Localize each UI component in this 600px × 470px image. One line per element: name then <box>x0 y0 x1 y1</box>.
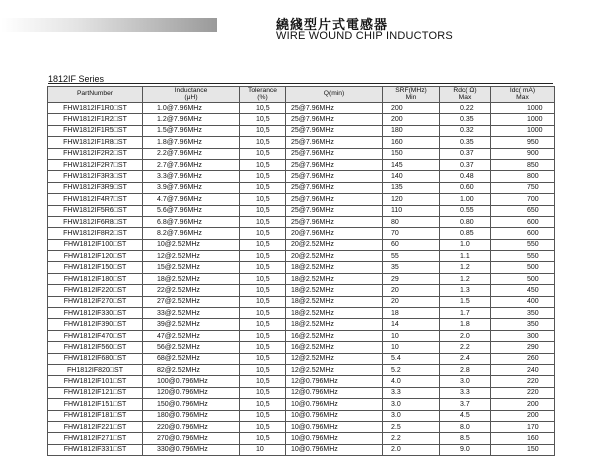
table-row <box>48 296 555 307</box>
cell-tolerance: 10,5 <box>240 125 286 136</box>
cell-inductance: 10@2.52MHz <box>143 239 240 250</box>
column-header-tolerance <box>240 87 286 103</box>
column-header-line1: PartNumber <box>76 90 114 98</box>
table-row <box>48 353 555 364</box>
cell-idc: 700 <box>491 194 555 205</box>
table-row <box>48 342 555 353</box>
cell-tolerance: 10,5 <box>240 399 286 410</box>
table-row <box>48 433 555 444</box>
cell-inductance: 4.7@7.96MHz <box>143 194 240 205</box>
cell-srf: 80 <box>383 216 440 227</box>
table-row <box>48 205 555 216</box>
cell-part-number: FHW1812IF3R3□ST <box>48 171 143 182</box>
cell-tolerance: 10,5 <box>240 262 286 273</box>
table-row <box>48 387 555 398</box>
cell-part-number: FHW1812IF180□ST <box>48 273 143 284</box>
cell-tolerance: 10,5 <box>240 308 286 319</box>
cell-srf: 160 <box>383 137 440 148</box>
cell-q-min: 10@0.796MHz <box>286 433 383 444</box>
column-header-q-min <box>286 87 383 103</box>
cell-part-number: FHW1812IF271□ST <box>48 433 143 444</box>
cell-idc: 240 <box>491 364 555 375</box>
cell-inductance: 100@0.796MHz <box>143 376 240 387</box>
table-row <box>48 148 555 159</box>
cell-q-min: 18@2.52MHz <box>286 285 383 296</box>
cell-part-number: FHW1812IF470□ST <box>48 330 143 341</box>
cell-q-min: 25@7.96MHz <box>286 182 383 193</box>
cell-rdc: 2.0 <box>440 330 491 341</box>
table-row <box>48 262 555 273</box>
cell-part-number: FHW1812IF5R6□ST <box>48 205 143 216</box>
cell-tolerance: 10,5 <box>240 194 286 205</box>
cell-srf: 150 <box>383 148 440 159</box>
column-header-srf <box>383 87 440 103</box>
column-header-line2: Max <box>458 93 472 101</box>
cell-rdc: 1.3 <box>440 285 491 296</box>
column-header-line1: Rdc( Ω) <box>453 86 477 94</box>
spec-table <box>47 86 555 456</box>
cell-part-number: FHW1812IF151□ST <box>48 399 143 410</box>
cell-srf: 20 <box>383 296 440 307</box>
cell-tolerance: 10,5 <box>240 364 286 375</box>
column-header-idc <box>491 87 555 103</box>
column-header-part-number <box>48 87 143 103</box>
cell-part-number: FHW1812IF220□ST <box>48 285 143 296</box>
cell-rdc: 0.32 <box>440 125 491 136</box>
cell-idc: 1000 <box>491 103 555 114</box>
cell-rdc: 0.55 <box>440 205 491 216</box>
cell-srf: 2.2 <box>383 433 440 444</box>
column-header-line2: (μH) <box>184 93 198 101</box>
table-row <box>48 251 555 262</box>
column-header-inductance <box>143 87 240 103</box>
cell-idc: 550 <box>491 251 555 262</box>
cell-q-min: 25@7.96MHz <box>286 148 383 159</box>
column-header-line2: Min <box>405 93 417 101</box>
cell-srf: 2.0 <box>383 444 440 455</box>
series-divider <box>48 83 553 84</box>
table-row <box>48 103 555 114</box>
table-body <box>48 103 555 456</box>
cell-tolerance: 10,5 <box>240 285 286 296</box>
cell-part-number: FHW1812IF1R5□ST <box>48 125 143 136</box>
cell-tolerance: 10,5 <box>240 239 286 250</box>
cell-rdc: 1.8 <box>440 319 491 330</box>
cell-srf: 200 <box>383 103 440 114</box>
cell-rdc: 0.35 <box>440 137 491 148</box>
cell-rdc: 4.5 <box>440 410 491 421</box>
cell-srf: 70 <box>383 228 440 239</box>
cell-part-number: FHW1812IF121□ST <box>48 387 143 398</box>
cell-tolerance: 10,5 <box>240 216 286 227</box>
cell-part-number: FHW1812IF270□ST <box>48 296 143 307</box>
cell-tolerance: 10,5 <box>240 182 286 193</box>
cell-idc: 650 <box>491 205 555 216</box>
column-header-line1: SRF(MHz) <box>395 86 427 94</box>
title-chinese: 繞綫型片式電感器 <box>276 18 389 33</box>
cell-part-number: FHW1812IF1R8□ST <box>48 137 143 148</box>
table-header-row <box>48 87 555 103</box>
table-row <box>48 376 555 387</box>
cell-part-number: FHW1812IF390□ST <box>48 319 143 330</box>
cell-rdc: 8.0 <box>440 421 491 432</box>
cell-q-min: 10@0.796MHz <box>286 444 383 455</box>
cell-srf: 3.0 <box>383 399 440 410</box>
cell-inductance: 150@0.796MHz <box>143 399 240 410</box>
cell-srf: 110 <box>383 205 440 216</box>
cell-tolerance: 10,5 <box>240 387 286 398</box>
table-row <box>48 319 555 330</box>
cell-tolerance: 10 <box>240 444 286 455</box>
cell-inductance: 270@0.796MHz <box>143 433 240 444</box>
cell-q-min: 10@0.796MHz <box>286 399 383 410</box>
cell-rdc: 9.0 <box>440 444 491 455</box>
table-row <box>48 228 555 239</box>
cell-part-number: FHW1812IF560□ST <box>48 342 143 353</box>
cell-inductance: 27@2.52MHz <box>143 296 240 307</box>
table-row <box>48 399 555 410</box>
cell-srf: 145 <box>383 159 440 170</box>
cell-q-min: 16@2.52MHz <box>286 330 383 341</box>
column-header-line2: (%) <box>257 93 268 101</box>
cell-rdc: 2.2 <box>440 342 491 353</box>
table-row <box>48 364 555 375</box>
cell-tolerance: 10,5 <box>240 433 286 444</box>
cell-q-min: 12@0.796MHz <box>286 376 383 387</box>
cell-idc: 750 <box>491 182 555 193</box>
cell-rdc: 2.4 <box>440 353 491 364</box>
cell-rdc: 8.5 <box>440 433 491 444</box>
cell-rdc: 3.7 <box>440 399 491 410</box>
cell-idc: 200 <box>491 410 555 421</box>
cell-srf: 5.4 <box>383 353 440 364</box>
cell-inductance: 18@2.52MHz <box>143 273 240 284</box>
cell-idc: 600 <box>491 216 555 227</box>
cell-inductance: 180@0.796MHz <box>143 410 240 421</box>
cell-rdc: 0.60 <box>440 182 491 193</box>
cell-srf: 10 <box>383 342 440 353</box>
cell-part-number: FHW1812IF331□ST <box>48 444 143 455</box>
cell-srf: 29 <box>383 273 440 284</box>
cell-inductance: 39@2.52MHz <box>143 319 240 330</box>
cell-part-number: FH1812IF820□ST <box>48 364 143 375</box>
cell-srf: 3.3 <box>383 387 440 398</box>
cell-inductance: 2.2@7.96MHz <box>143 148 240 159</box>
cell-rdc: 1.2 <box>440 262 491 273</box>
cell-rdc: 0.37 <box>440 148 491 159</box>
cell-inductance: 33@2.52MHz <box>143 308 240 319</box>
table-row <box>48 330 555 341</box>
cell-q-min: 18@2.52MHz <box>286 262 383 273</box>
cell-rdc: 0.35 <box>440 114 491 125</box>
table-row <box>48 114 555 125</box>
cell-q-min: 20@2.52MHz <box>286 251 383 262</box>
cell-tolerance: 10,5 <box>240 228 286 239</box>
cell-idc: 800 <box>491 171 555 182</box>
cell-q-min: 25@7.96MHz <box>286 114 383 125</box>
table-row <box>48 194 555 205</box>
cell-tolerance: 10,5 <box>240 273 286 284</box>
cell-inductance: 1.8@7.96MHz <box>143 137 240 148</box>
cell-tolerance: 10,5 <box>240 159 286 170</box>
cell-rdc: 1.5 <box>440 296 491 307</box>
cell-inductance: 22@2.52MHz <box>143 285 240 296</box>
column-header-line1: Idc( mA) <box>509 86 536 94</box>
cell-rdc: 0.22 <box>440 103 491 114</box>
cell-q-min: 25@7.96MHz <box>286 125 383 136</box>
cell-inductance: 56@2.52MHz <box>143 342 240 353</box>
cell-inductance: 6.8@7.96MHz <box>143 216 240 227</box>
cell-inductance: 3.3@7.96MHz <box>143 171 240 182</box>
cell-rdc: 0.37 <box>440 159 491 170</box>
table-row <box>48 159 555 170</box>
cell-srf: 135 <box>383 182 440 193</box>
cell-tolerance: 10,5 <box>240 148 286 159</box>
cell-idc: 220 <box>491 387 555 398</box>
cell-idc: 350 <box>491 319 555 330</box>
cell-idc: 550 <box>491 239 555 250</box>
cell-part-number: FHW1812IF3R9□ST <box>48 182 143 193</box>
cell-idc: 500 <box>491 262 555 273</box>
cell-q-min: 12@2.52MHz <box>286 353 383 364</box>
cell-tolerance: 10,5 <box>240 319 286 330</box>
cell-q-min: 20@7.96MHz <box>286 228 383 239</box>
cell-inductance: 82@2.52MHz <box>143 364 240 375</box>
column-header-line2: Max <box>516 93 529 101</box>
table-row <box>48 421 555 432</box>
cell-srf: 200 <box>383 114 440 125</box>
cell-inductance: 220@0.796MHz <box>143 421 240 432</box>
cell-srf: 120 <box>383 194 440 205</box>
cell-idc: 400 <box>491 296 555 307</box>
table-row <box>48 285 555 296</box>
cell-srf: 60 <box>383 239 440 250</box>
cell-q-min: 25@7.96MHz <box>286 103 383 114</box>
cell-part-number: FHW1812IF181□ST <box>48 410 143 421</box>
cell-part-number: FHW1812IF101□ST <box>48 376 143 387</box>
cell-rdc: 0.85 <box>440 228 491 239</box>
column-header-line1: Tolerance <box>248 86 277 94</box>
title-english: WIRE WOUND CHIP INDUCTORS <box>276 30 453 42</box>
cell-q-min: 18@2.52MHz <box>286 319 383 330</box>
cell-idc: 900 <box>491 148 555 159</box>
cell-idc: 260 <box>491 353 555 364</box>
table-row <box>48 216 555 227</box>
cell-inductance: 120@0.796MHz <box>143 387 240 398</box>
cell-idc: 170 <box>491 421 555 432</box>
cell-idc: 950 <box>491 137 555 148</box>
cell-idc: 220 <box>491 376 555 387</box>
cell-rdc: 0.80 <box>440 216 491 227</box>
cell-part-number: FHW1812IF330□ST <box>48 308 143 319</box>
cell-part-number: FHW1812IF150□ST <box>48 262 143 273</box>
table-row <box>48 444 555 455</box>
cell-inductance: 47@2.52MHz <box>143 330 240 341</box>
cell-inductance: 2.7@7.96MHz <box>143 159 240 170</box>
cell-part-number: FHW1812IF680□ST <box>48 353 143 364</box>
cell-tolerance: 10,5 <box>240 103 286 114</box>
cell-q-min: 18@2.52MHz <box>286 296 383 307</box>
cell-rdc: 3.3 <box>440 387 491 398</box>
column-header-line1: Q(min) <box>323 90 345 98</box>
cell-tolerance: 10,5 <box>240 330 286 341</box>
cell-q-min: 25@7.96MHz <box>286 159 383 170</box>
cell-tolerance: 10,5 <box>240 296 286 307</box>
cell-tolerance: 10,5 <box>240 353 286 364</box>
cell-srf: 14 <box>383 319 440 330</box>
header-gradient-bar <box>1 18 217 32</box>
cell-tolerance: 10,5 <box>240 205 286 216</box>
cell-inductance: 1.2@7.96MHz <box>143 114 240 125</box>
cell-part-number: FHW1812IF4R7□ST <box>48 194 143 205</box>
cell-q-min: 25@7.96MHz <box>286 216 383 227</box>
cell-rdc: 0.48 <box>440 171 491 182</box>
cell-part-number: FHW1812IF6R8□ST <box>48 216 143 227</box>
cell-part-number: FHW1812IF2R7□ST <box>48 159 143 170</box>
column-header-rdc <box>440 87 491 103</box>
cell-idc: 1000 <box>491 125 555 136</box>
table-row <box>48 182 555 193</box>
table-row <box>48 171 555 182</box>
cell-rdc: 1.0 <box>440 239 491 250</box>
table-row <box>48 273 555 284</box>
cell-idc: 300 <box>491 330 555 341</box>
cell-idc: 160 <box>491 433 555 444</box>
cell-srf: 3.0 <box>383 410 440 421</box>
cell-inductance: 1.0@7.96MHz <box>143 103 240 114</box>
cell-inductance: 330@0.796MHz <box>143 444 240 455</box>
table-row <box>48 125 555 136</box>
cell-q-min: 25@7.96MHz <box>286 137 383 148</box>
cell-idc: 200 <box>491 399 555 410</box>
cell-idc: 290 <box>491 342 555 353</box>
cell-q-min: 10@0.796MHz <box>286 421 383 432</box>
cell-srf: 55 <box>383 251 440 262</box>
cell-inductance: 3.9@7.96MHz <box>143 182 240 193</box>
cell-srf: 140 <box>383 171 440 182</box>
cell-q-min: 12@0.796MHz <box>286 387 383 398</box>
cell-tolerance: 10,5 <box>240 421 286 432</box>
cell-rdc: 1.7 <box>440 308 491 319</box>
cell-part-number: FHW1812IF120□ST <box>48 251 143 262</box>
cell-inductance: 12@2.52MHz <box>143 251 240 262</box>
cell-q-min: 12@2.52MHz <box>286 364 383 375</box>
cell-srf: 180 <box>383 125 440 136</box>
column-header-line1: Inductance <box>174 86 208 94</box>
cell-q-min: 18@2.52MHz <box>286 273 383 284</box>
cell-q-min: 25@7.96MHz <box>286 171 383 182</box>
cell-srf: 20 <box>383 285 440 296</box>
cell-idc: 500 <box>491 273 555 284</box>
cell-part-number: FHW1812IF1R2□ST <box>48 114 143 125</box>
cell-part-number: FHW1812IF221□ST <box>48 421 143 432</box>
cell-inductance: 8.2@7.96MHz <box>143 228 240 239</box>
cell-srf: 4.0 <box>383 376 440 387</box>
cell-srf: 18 <box>383 308 440 319</box>
cell-q-min: 10@0.796MHz <box>286 410 383 421</box>
cell-tolerance: 10,5 <box>240 342 286 353</box>
cell-idc: 600 <box>491 228 555 239</box>
cell-part-number: FHW1812IF1R0□ST <box>48 103 143 114</box>
cell-tolerance: 10,5 <box>240 114 286 125</box>
cell-tolerance: 10,5 <box>240 137 286 148</box>
cell-q-min: 18@2.52MHz <box>286 308 383 319</box>
cell-tolerance: 10,5 <box>240 410 286 421</box>
cell-rdc: 2.8 <box>440 364 491 375</box>
series-label: 1812IF Series <box>48 74 105 84</box>
cell-srf: 5.2 <box>383 364 440 375</box>
cell-idc: 350 <box>491 308 555 319</box>
cell-idc: 850 <box>491 159 555 170</box>
cell-q-min: 25@7.96MHz <box>286 205 383 216</box>
cell-rdc: 3.0 <box>440 376 491 387</box>
table-row <box>48 137 555 148</box>
table-row <box>48 308 555 319</box>
cell-idc: 450 <box>491 285 555 296</box>
cell-inductance: 5.6@7.96MHz <box>143 205 240 216</box>
cell-srf: 2.5 <box>383 421 440 432</box>
cell-q-min: 16@2.52MHz <box>286 342 383 353</box>
cell-rdc: 1.1 <box>440 251 491 262</box>
cell-part-number: FHW1812IF2R2□ST <box>48 148 143 159</box>
cell-tolerance: 10,5 <box>240 376 286 387</box>
cell-rdc: 1.2 <box>440 273 491 284</box>
cell-q-min: 25@7.96MHz <box>286 194 383 205</box>
cell-idc: 150 <box>491 444 555 455</box>
cell-part-number: FHW1812IF8R2□ST <box>48 228 143 239</box>
cell-inductance: 1.5@7.96MHz <box>143 125 240 136</box>
cell-srf: 35 <box>383 262 440 273</box>
cell-tolerance: 10,5 <box>240 171 286 182</box>
cell-inductance: 15@2.52MHz <box>143 262 240 273</box>
cell-idc: 1000 <box>491 114 555 125</box>
cell-part-number: FHW1812IF100□ST <box>48 239 143 250</box>
table-row <box>48 239 555 250</box>
cell-rdc: 1.00 <box>440 194 491 205</box>
cell-inductance: 68@2.52MHz <box>143 353 240 364</box>
table-row <box>48 410 555 421</box>
cell-q-min: 20@2.52MHz <box>286 239 383 250</box>
cell-srf: 10 <box>383 330 440 341</box>
cell-tolerance: 10,5 <box>240 251 286 262</box>
